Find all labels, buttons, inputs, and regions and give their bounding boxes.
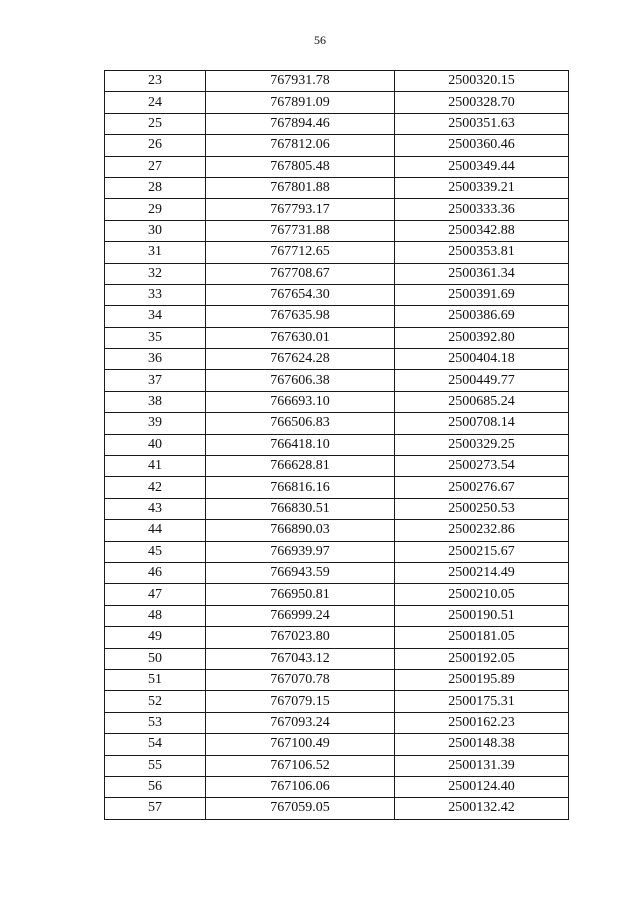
y-coordinate-cell: 2500148.38 <box>395 734 569 755</box>
x-coordinate-cell: 766890.03 <box>206 520 395 541</box>
point-number-cell: 57 <box>105 798 206 819</box>
y-coordinate-cell: 2500232.86 <box>395 520 569 541</box>
x-coordinate-cell: 767654.30 <box>206 284 395 305</box>
table-row <box>105 306 569 327</box>
point-number-cell: 35 <box>105 327 206 348</box>
point-number-cell: 42 <box>105 477 206 498</box>
y-coordinate-cell: 2500192.05 <box>395 648 569 669</box>
point-number-cell: 38 <box>105 391 206 412</box>
table-row <box>105 199 569 220</box>
x-coordinate-cell: 767801.88 <box>206 177 395 198</box>
y-coordinate-cell: 2500215.67 <box>395 541 569 562</box>
x-coordinate-cell: 766418.10 <box>206 434 395 455</box>
x-coordinate-cell: 767606.38 <box>206 370 395 391</box>
y-coordinate-cell: 2500276.67 <box>395 477 569 498</box>
table-row <box>105 605 569 626</box>
point-number-cell: 23 <box>105 71 206 92</box>
x-coordinate-cell: 766693.10 <box>206 391 395 412</box>
point-number-cell: 40 <box>105 434 206 455</box>
point-number-cell: 56 <box>105 776 206 797</box>
x-coordinate-cell: 767093.24 <box>206 712 395 733</box>
x-coordinate-cell: 766506.83 <box>206 413 395 434</box>
table-row <box>105 755 569 776</box>
y-coordinate-cell: 2500392.80 <box>395 327 569 348</box>
y-coordinate-cell: 2500195.89 <box>395 669 569 690</box>
point-number-cell: 45 <box>105 541 206 562</box>
table-row <box>105 370 569 391</box>
point-number-cell: 50 <box>105 648 206 669</box>
point-number-cell: 30 <box>105 220 206 241</box>
table-row <box>105 177 569 198</box>
x-coordinate-cell: 767635.98 <box>206 306 395 327</box>
y-coordinate-cell: 2500320.15 <box>395 71 569 92</box>
table-row <box>105 562 569 583</box>
point-number-cell: 36 <box>105 349 206 370</box>
y-coordinate-cell: 2500175.31 <box>395 691 569 712</box>
table-row <box>105 584 569 605</box>
x-coordinate-cell: 767931.78 <box>206 71 395 92</box>
x-coordinate-cell: 766999.24 <box>206 605 395 626</box>
x-coordinate-cell: 767624.28 <box>206 349 395 370</box>
point-number-cell: 54 <box>105 734 206 755</box>
point-number-cell: 28 <box>105 177 206 198</box>
point-number-cell: 43 <box>105 498 206 519</box>
table-row <box>105 712 569 733</box>
x-coordinate-cell: 766939.97 <box>206 541 395 562</box>
y-coordinate-cell: 2500329.25 <box>395 434 569 455</box>
x-coordinate-cell: 767894.46 <box>206 113 395 134</box>
page-number: 56 <box>314 33 326 47</box>
y-coordinate-cell: 2500132.42 <box>395 798 569 819</box>
y-coordinate-cell: 2500190.51 <box>395 605 569 626</box>
point-number-cell: 46 <box>105 562 206 583</box>
table-row <box>105 263 569 284</box>
y-coordinate-cell: 2500361.34 <box>395 263 569 284</box>
x-coordinate-cell: 767059.05 <box>206 798 395 819</box>
table-row <box>105 456 569 477</box>
point-number-cell: 49 <box>105 627 206 648</box>
point-number-cell: 47 <box>105 584 206 605</box>
point-number-cell: 34 <box>105 306 206 327</box>
point-number-cell: 39 <box>105 413 206 434</box>
table-row <box>105 627 569 648</box>
point-number-cell: 26 <box>105 135 206 156</box>
x-coordinate-cell: 766943.59 <box>206 562 395 583</box>
x-coordinate-cell: 767043.12 <box>206 648 395 669</box>
point-number-cell: 44 <box>105 520 206 541</box>
table-row <box>105 327 569 348</box>
point-number-cell: 52 <box>105 691 206 712</box>
x-coordinate-cell: 767106.06 <box>206 776 395 797</box>
point-number-cell: 27 <box>105 156 206 177</box>
y-coordinate-cell: 2500391.69 <box>395 284 569 305</box>
point-number-cell: 32 <box>105 263 206 284</box>
x-coordinate-cell: 767812.06 <box>206 135 395 156</box>
x-coordinate-cell: 767106.52 <box>206 755 395 776</box>
table-row <box>105 92 569 113</box>
x-coordinate-cell: 766950.81 <box>206 584 395 605</box>
y-coordinate-cell: 2500449.77 <box>395 370 569 391</box>
point-number-cell: 37 <box>105 370 206 391</box>
y-coordinate-cell: 2500210.05 <box>395 584 569 605</box>
table-row <box>105 648 569 669</box>
table-row <box>105 220 569 241</box>
y-coordinate-cell: 2500351.63 <box>395 113 569 134</box>
table-row <box>105 113 569 134</box>
x-coordinate-cell: 767070.78 <box>206 669 395 690</box>
x-coordinate-cell: 767805.48 <box>206 156 395 177</box>
point-number-cell: 25 <box>105 113 206 134</box>
y-coordinate-cell: 2500339.21 <box>395 177 569 198</box>
x-coordinate-cell: 767793.17 <box>206 199 395 220</box>
point-number-cell: 33 <box>105 284 206 305</box>
table-row <box>105 498 569 519</box>
point-number-cell: 41 <box>105 456 206 477</box>
table-row <box>105 776 569 797</box>
x-coordinate-cell: 767708.67 <box>206 263 395 284</box>
point-number-cell: 31 <box>105 242 206 263</box>
x-coordinate-cell: 767100.49 <box>206 734 395 755</box>
point-number-cell: 48 <box>105 605 206 626</box>
y-coordinate-cell: 2500333.36 <box>395 199 569 220</box>
point-number-cell: 51 <box>105 669 206 690</box>
y-coordinate-cell: 2500162.23 <box>395 712 569 733</box>
x-coordinate-cell: 766830.51 <box>206 498 395 519</box>
y-coordinate-cell: 2500386.69 <box>395 306 569 327</box>
x-coordinate-cell: 767079.15 <box>206 691 395 712</box>
table-row <box>105 349 569 370</box>
table-row <box>105 541 569 562</box>
y-coordinate-cell: 2500708.14 <box>395 413 569 434</box>
x-coordinate-cell: 766816.16 <box>206 477 395 498</box>
x-coordinate-cell: 767731.88 <box>206 220 395 241</box>
y-coordinate-cell: 2500360.46 <box>395 135 569 156</box>
table-row <box>105 798 569 819</box>
y-coordinate-cell: 2500250.53 <box>395 498 569 519</box>
x-coordinate-cell: 767630.01 <box>206 327 395 348</box>
point-number-cell: 53 <box>105 712 206 733</box>
y-coordinate-cell: 2500214.49 <box>395 562 569 583</box>
y-coordinate-cell: 2500124.40 <box>395 776 569 797</box>
coordinate-table <box>104 70 569 820</box>
y-coordinate-cell: 2500131.39 <box>395 755 569 776</box>
y-coordinate-cell: 2500404.18 <box>395 349 569 370</box>
y-coordinate-cell: 2500342.88 <box>395 220 569 241</box>
table-row <box>105 156 569 177</box>
x-coordinate-cell: 767712.65 <box>206 242 395 263</box>
y-coordinate-cell: 2500349.44 <box>395 156 569 177</box>
table-row <box>105 434 569 455</box>
y-coordinate-cell: 2500273.54 <box>395 456 569 477</box>
y-coordinate-cell: 2500328.70 <box>395 92 569 113</box>
table-row <box>105 734 569 755</box>
table-row <box>105 391 569 412</box>
y-coordinate-cell: 2500685.24 <box>395 391 569 412</box>
table-row <box>105 413 569 434</box>
x-coordinate-cell: 767023.80 <box>206 627 395 648</box>
point-number-cell: 29 <box>105 199 206 220</box>
x-coordinate-cell: 766628.81 <box>206 456 395 477</box>
coordinate-table-body <box>105 71 569 820</box>
x-coordinate-cell: 767891.09 <box>206 92 395 113</box>
point-number-cell: 55 <box>105 755 206 776</box>
table-row <box>105 691 569 712</box>
table-row <box>105 669 569 690</box>
table-row <box>105 520 569 541</box>
table-row <box>105 284 569 305</box>
point-number-cell: 24 <box>105 92 206 113</box>
y-coordinate-cell: 2500181.05 <box>395 627 569 648</box>
table-row <box>105 242 569 263</box>
table-row <box>105 135 569 156</box>
y-coordinate-cell: 2500353.81 <box>395 242 569 263</box>
table-row <box>105 477 569 498</box>
table-row <box>105 71 569 92</box>
